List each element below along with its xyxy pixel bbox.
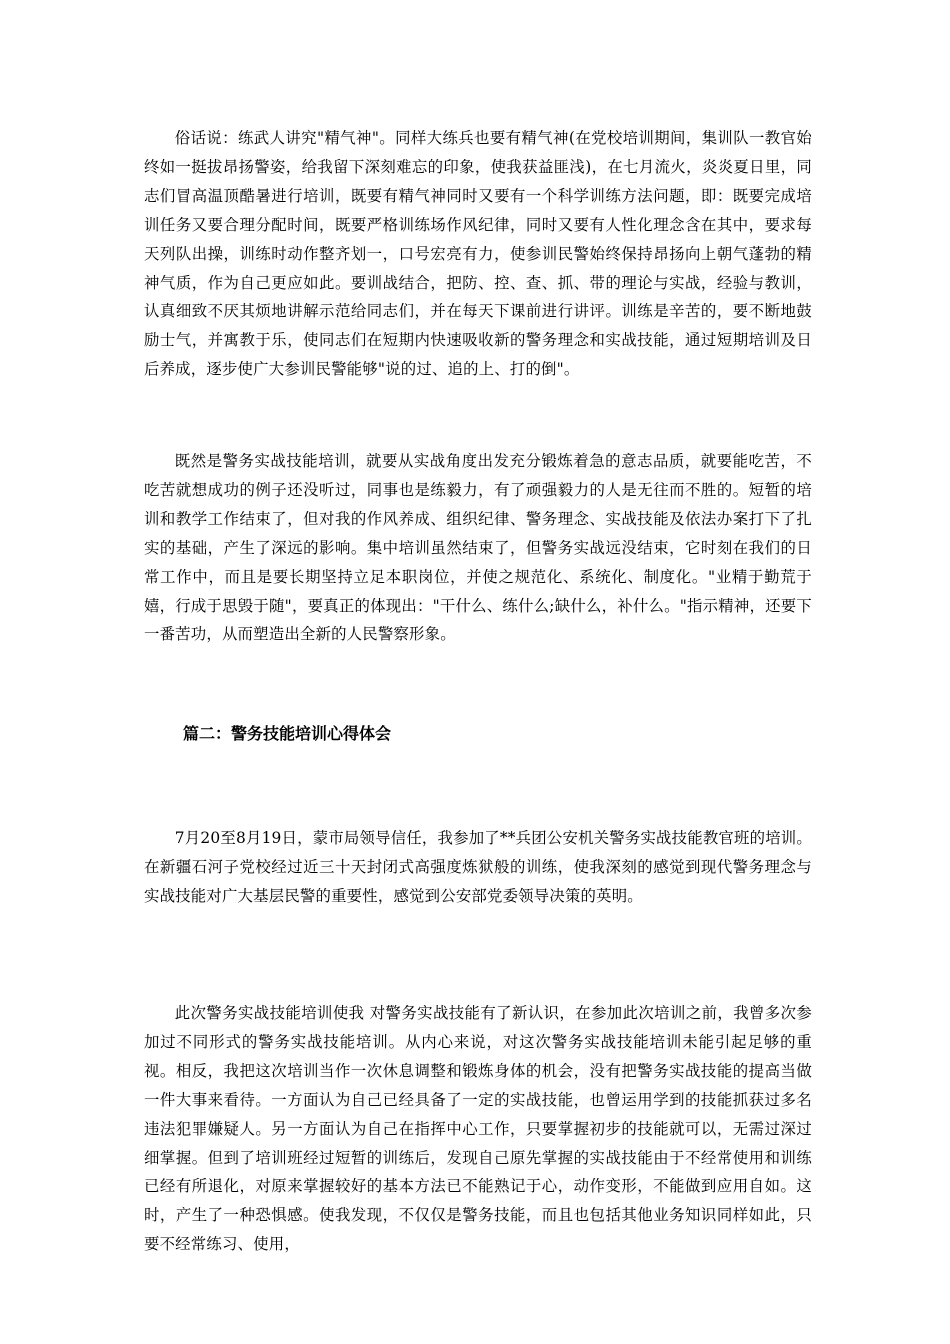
body-paragraph-4: 此次警务实战技能培训使我 对警务实战技能有了新认识，在参加此次培训之前，我曾多次参加过不同形式的警务实战技能培训。从内心来说，对这次警务实战技能培训未能引起足够的重视。相反，我把这次培训当作一次休息调整和锻炼身体的机会，没有把警务实战技能的提高当做一件大事来看待。一方面认为自己已经具备了一定的实战技能，也曾运用学到的技能抓获过多名违法犯罪嫌疑人。另一方面认为自己在指挥中心工作，只要掌握初步的技能就可以，无需过深过细掌握。但到了培训班经过短暂的训练后，发现自己原先掌握的实战技能由于不经常使用和训练已经有所退化，对原来掌握较好的基本方法已不能熟记于心，动作变形，不能做到应用自如。这时，产生了一种恐惧感。使我发现，不仅仅是警务技能，而且也包括其他业务知识同样如此，只要不经常练习、使用， bbox=[144, 1004, 812, 1254]
body-paragraph-1: 俗话说：练武人讲究"精气神"。同样大练兵也要有精气神(在党校培训期间，集训队一教官始终如一挺拔昂扬警姿，给我留下深刻难忘的印象，使我获益匪浅)，在七月流火，炎炎夏日里，同志们冒高温顶酷暑进行培训，既要有精气神同时又要有一个科学训练方法问题，即：既要完成培训任务又要合理分配时间，既要严格训练场作风纪律，同时又要有人性化理念含在其中，要求每天列队出操，训练时动作整齐划一，口号宏亮有力，使参训民警始终保持昂扬向上朝气蓬勃的精神气质，作为自己更应如此。要训战结合，把防、控、查、抓、带的理论与实战，经验与教训，认真细致不厌其烦地讲解示范给同志们，并在每天下课前进行讲评。训练是辛苦的，要不断地鼓励士气，并寓教于乐，使同志们在短期内快速吸收新的警务理念和实战技能，通过短期培训及日后养成，逐步使广大参训民警能够"说的过、追的上、打的倒"。 bbox=[144, 129, 812, 379]
section-heading: 篇二：警务技能培训心得体会 bbox=[183, 724, 392, 743]
body-paragraph-2: 既然是警务实战技能培训，就要从实战角度出发充分锻炼着急的意志品质，就要能吃苦，不吃苦就想成功的例子还没听过，同事也是练毅力，有了顽强毅力的人是无往而不胜的。短暂的培训和教学工作结束了，但对我的作风养成、组织纪律、警务理念、实战技能及依法办案打下了扎实的基础，产生了深远的影响。集中培训虽然结束了，但警务实战远没结束，它时刻在我们的日常工作中，而且是要长期坚持立足本职岗位，并使之规范化、系统化、制度化。"业精于勤荒于嬉，行成于思毁于随"，要真正的体现出："干什么、练什么;缺什么，补什么。"指示精神，还要下一番苦功，从而塑造出全新的人民警察形象。 bbox=[144, 452, 812, 644]
body-paragraph-3: 7月20至8月19日，蒙市局领导信任，我参加了**兵团公安机关警务实战技能教官班的培训。在新疆石河子党校经过近三十天封闭式高强度炼狱般的训练，使我深刻的感觉到现代警务理念与实战技能对广大基层民警的重要性，感觉到公安部党委领导决策的英明。 bbox=[144, 829, 812, 905]
